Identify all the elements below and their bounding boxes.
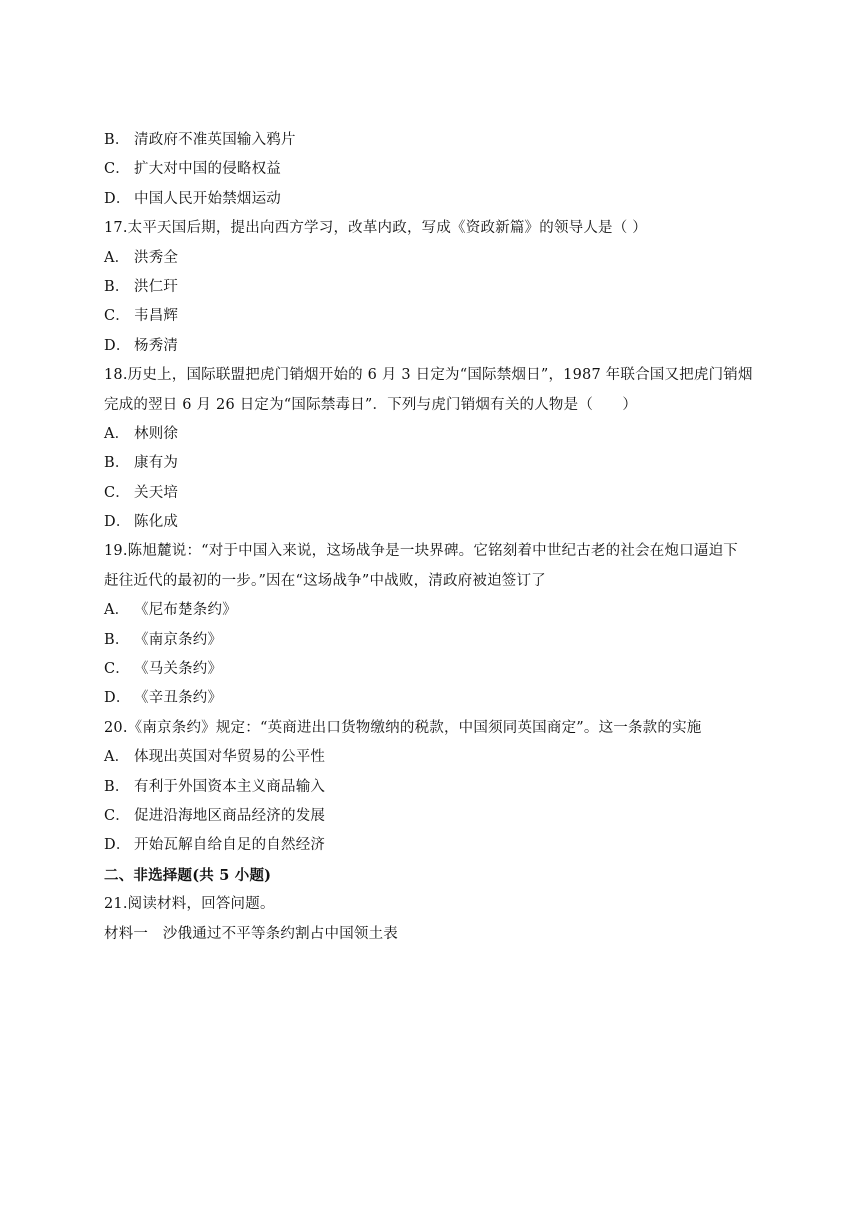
option-text: 洪秀全 <box>134 249 179 266</box>
option-letter: C． <box>104 661 130 678</box>
option-letter: D． <box>104 190 131 207</box>
question-20-stem: 20.《南京条约》规定：“英商进出口货物缴纳的税款，中国须同英国商定”。这一条款的实施 <box>104 719 702 736</box>
option-text: 《尼布楚条约》 <box>134 602 237 619</box>
option-letter: C． <box>104 484 130 501</box>
option-letter: B． <box>104 778 130 795</box>
option-text: 杨秀清 <box>134 337 179 354</box>
option-letter: D． <box>104 337 131 354</box>
option-letter: D． <box>104 837 131 854</box>
option-text: 体现出英国对华贸易的公平性 <box>134 749 326 766</box>
q20-option-a <box>104 743 764 772</box>
option-letter: A． <box>104 602 130 619</box>
option-text: 《南京条约》 <box>134 631 223 648</box>
option-letter: B． <box>104 631 130 648</box>
document-content <box>104 126 764 949</box>
question-21-stem: 21.阅读材料，回答问题。 <box>104 896 275 913</box>
option-letter: C． <box>104 308 130 325</box>
q18-option-a <box>104 420 764 449</box>
option-text: 有利于外国资本主义商品输入 <box>134 778 326 795</box>
q17-option-a <box>104 244 764 273</box>
option-text: 清政府不准英国输入鸦片 <box>134 132 296 148</box>
q20-option-b <box>104 773 764 802</box>
option-text: 康有为 <box>134 455 179 472</box>
option-letter: B． <box>104 278 130 295</box>
question-19-stem-line1: 19.陈旭麓说：“对于中国入来说，这场战争是一块界碑。它铭刻着中世纪古老的社会在炮口逼迫下 <box>104 543 738 560</box>
option-text: 中国人民开始禁烟运动 <box>134 190 281 207</box>
question-19-stem-line2: 赶往近代的最初的一步。”因在“这场战争”中战败，清政府被迫签订了 <box>104 572 546 589</box>
option-text: 关天培 <box>134 484 179 501</box>
section-heading: 二、非选择题(共 5 小题) <box>104 866 272 884</box>
option-text: 陈化成 <box>134 514 179 531</box>
q17-option-d <box>104 332 764 361</box>
q19-option-d <box>104 684 764 713</box>
option-letter: C． <box>104 807 130 824</box>
q18-option-d <box>104 508 764 537</box>
option-letter: A． <box>104 249 130 266</box>
question-18-stem-line2: 完成的翌日 6 月 26 日定为“国际禁毒日”．下列与虎门销烟有关的人物是（ ） <box>104 396 638 413</box>
option-text: 韦昌辉 <box>134 308 179 325</box>
option-text: 促进沿海地区商品经济的发展 <box>134 807 326 824</box>
option-text: 林则徐 <box>134 425 179 442</box>
option-c <box>104 155 764 184</box>
material-1-caption: 材料一 沙俄通过不平等条约割占中国领土表 <box>104 925 398 942</box>
q17-option-b <box>104 273 764 302</box>
option-letter: A． <box>104 425 130 442</box>
q18-option-b <box>104 449 764 478</box>
option-letter: D． <box>104 690 131 707</box>
q18-option-c <box>104 479 764 508</box>
option-text: 《马关条约》 <box>134 661 223 678</box>
option-b <box>104 126 764 155</box>
q17-option-c <box>104 302 764 331</box>
option-letter: B． <box>104 132 130 148</box>
option-letter: D． <box>104 514 131 531</box>
option-letter: A． <box>104 749 130 766</box>
q20-option-d <box>104 831 764 860</box>
option-text: 洪仁玕 <box>134 278 179 295</box>
q19-option-a <box>104 596 764 625</box>
option-d <box>104 185 764 214</box>
option-text: 开始瓦解自给自足的自然经济 <box>134 837 326 854</box>
q19-option-b <box>104 626 764 655</box>
q19-option-c <box>104 655 764 684</box>
option-text: 扩大对中国的侵略权益 <box>134 161 281 178</box>
question-18-stem-line1: 18.历史上，国际联盟把虎门销烟开始的 6 月 3 日定为“国际禁烟日”，1987 年联合国又把虎门销烟 <box>104 367 753 384</box>
q20-option-c <box>104 802 764 831</box>
option-letter: B． <box>104 455 130 472</box>
question-17-stem: 17.太平天国后期，提出向西方学习，改革内政，写成《资政新篇》的领导人是（ ） <box>104 220 647 237</box>
option-text: 《辛丑条约》 <box>134 690 223 707</box>
option-letter: C． <box>104 161 130 178</box>
